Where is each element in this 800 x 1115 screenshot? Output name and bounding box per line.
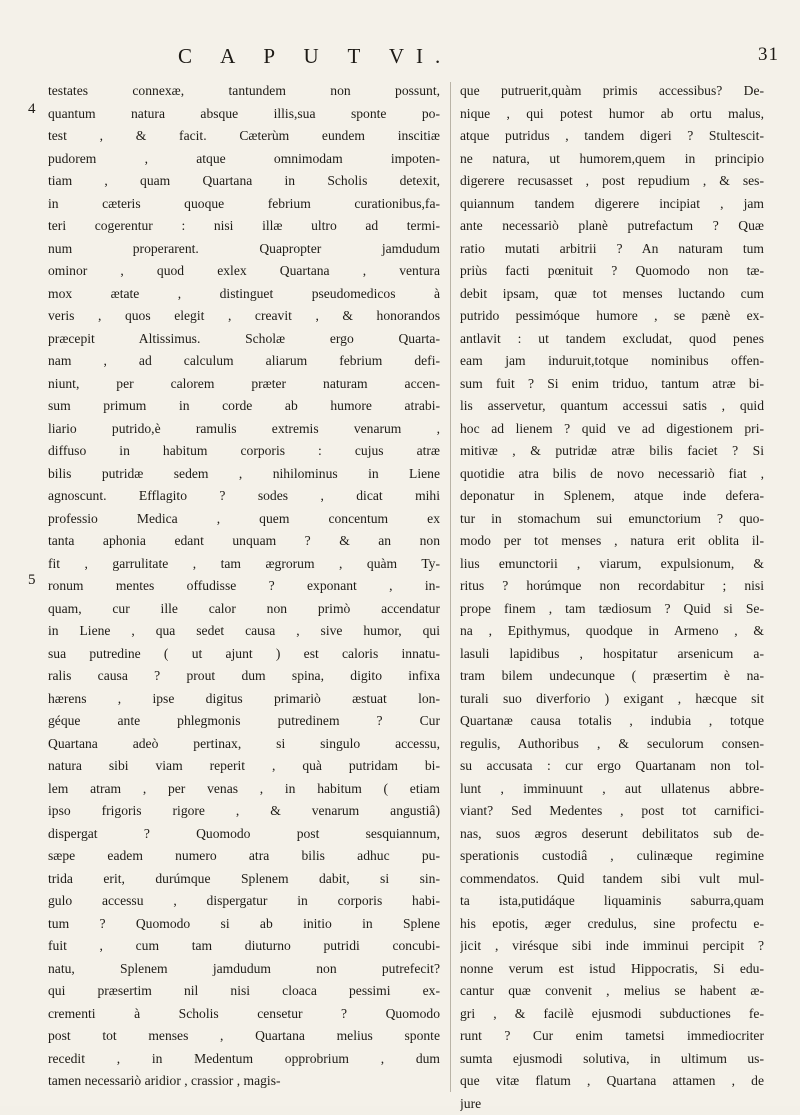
text-line: atque putridus , tandem digeri ? Stultescit- [460, 125, 764, 148]
text-line: ominor , quod exlex Quartana , ventura [48, 260, 440, 283]
text-line: hærens , ipse digitus primariò æstuat lon- [48, 688, 440, 711]
text-line: pudorem , atque omnimodam impoten- [48, 148, 440, 171]
text-line: runt ? Cur enim tametsi immediocriter [460, 1025, 764, 1048]
text-line: bilis putridæ sedem , nihilominus in Liene [48, 463, 440, 486]
text-line: priùs facti pœnituit ? Quomodo non tæ- [460, 260, 764, 283]
text-line: jicit , virésque sibi inde imminui percipit ? [460, 935, 764, 958]
text-line: in cæteris quoque febrium curationibus,fa- [48, 193, 440, 216]
page-number: 31 [758, 44, 779, 66]
text-line: post tot menses , Quartana melius sponte [48, 1025, 440, 1048]
text-line: nam , ad calculum aliarum febrium defi- [48, 350, 440, 373]
text-line: diffuso in habitum corporis : cujus atræ [48, 440, 440, 463]
text-line: nonne verum est istud Hippocratis, Si edu- [460, 958, 764, 981]
text-line: nique , qui potest humor ab ortu malus, [460, 103, 764, 126]
chapter-title: C A P U T VI. [178, 44, 452, 69]
text-line: mitivæ , & putridæ atræ bilis faciet ? Si [460, 440, 764, 463]
text-line: testates connexæ, tantundem non possunt, [48, 80, 440, 103]
text-line: quantum natura absque illis,sua sponte po- [48, 103, 440, 126]
text-line: his epotis, æger credulus, sine profectu e- [460, 913, 764, 936]
text-line: niunt, per calorem præter naturam accen- [48, 373, 440, 396]
text-line: ratio mutati arbitrii ? An naturam tum [460, 238, 764, 261]
text-line: sumta ejusmodi solutiva, in ultimum us- [460, 1048, 764, 1071]
text-line: que vitæ flatum , Quartana attamen , de [460, 1070, 764, 1093]
text-line: putrido pessimóque humore , se pænè ex- [460, 305, 764, 328]
left-text-column [48, 80, 440, 1093]
text-line: tamen necessariò aridior , crassior , magis- [48, 1070, 440, 1093]
text-line: commendatos. Quid tandem sibi vult mul- [460, 868, 764, 891]
text-line: sua putredine ( ut ajunt ) est caloris innatu- [48, 643, 440, 666]
text-line: gulo accessu , dispergatur in corporis habi- [48, 890, 440, 913]
text-line: ritus ? horúmque non recordabitur ; nisi [460, 575, 764, 598]
text-line: qui præsertim nil nisi cloaca pessimi ex- [48, 980, 440, 1003]
text-line: crementi à Scholis censetur ? Quomodo [48, 1003, 440, 1026]
text-line: in Liene , qua sedet causa , sive humor, qui [48, 620, 440, 643]
text-line: præcepit Altissimus. Scholæ ergo Quarta- [48, 328, 440, 351]
text-line: agnoscunt. Efflagito ? sodes , dicat mihi [48, 485, 440, 508]
column-divider [450, 82, 451, 1092]
text-line: ante necessariò planè putrefactum ? Quæ [460, 215, 764, 238]
right-text-column [460, 80, 764, 1115]
text-line: gri , & facilè ejusmodi subductiones fe- [460, 1003, 764, 1026]
text-line: lunt , imminuunt , aut ullatenus abbre- [460, 778, 764, 801]
text-line: tram bilem undecunque ( præsertim è na- [460, 665, 764, 688]
text-line: trida erit, durúmque Splenem dabit, si sin- [48, 868, 440, 891]
text-line: dispergat ? Quomodo post sesquiannum, [48, 823, 440, 846]
text-line: viant? Sed Medentes , post tot carnifici- [460, 800, 764, 823]
text-line: sperationis custodiâ , culinæque regimine [460, 845, 764, 868]
running-head [0, 44, 800, 74]
text-line: lem atram , per venas , in habitum ( etiam [48, 778, 440, 801]
text-line: quiannum tandem digerere incipiat , jam [460, 193, 764, 216]
text-line: modo per tot menses , natura erit oblita il- [460, 530, 764, 553]
text-line: test , & facit. Cæterùm eundem inscitiæ [48, 125, 440, 148]
text-line: ipso frigoris rigore , & venarum angustiâ) [48, 800, 440, 823]
text-line: quotidie atra bilis de novo necessariò fiat , [460, 463, 764, 486]
text-line: nas, suos ægros deserunt debilitatos sub de- [460, 823, 764, 846]
text-line: turali suo diverforio ) exigant , hæcque sit [460, 688, 764, 711]
text-line: ne natura, ut humorem,quem in principio [460, 148, 764, 171]
text-line: deponatur in Splenem, atque inde defera- [460, 485, 764, 508]
text-line: veris , quos elegit , creavit , & honorandos [48, 305, 440, 328]
text-line: num properarent. Quapropter jamdudum [48, 238, 440, 261]
text-line: na , Epithymus, quodque in Armeno , & [460, 620, 764, 643]
text-line: ta ista,putidáque liquaminis saburra,quam [460, 890, 764, 913]
text-line: debit ipsam, quæ tot menses luctando cum [460, 283, 764, 306]
text-line: antlavit : ut tandem excludat, quod penes [460, 328, 764, 351]
text-line: sum primum in corde ab humore atrabi- [48, 395, 440, 418]
text-line: lis asservetur, quantum accessui satis , quid [460, 395, 764, 418]
text-line: Quartana adeò pertinax, si singulo accessu, [48, 733, 440, 756]
text-line: liario putrido,è ramulis extremis venarum , [48, 418, 440, 441]
text-line: tum ? Quomodo si ab initio in Splene [48, 913, 440, 936]
text-line: tiam , quam Quartana in Scholis detexit, [48, 170, 440, 193]
text-line: natu, Splenem jamdudum non putrefecit? [48, 958, 440, 981]
text-line: jure [460, 1093, 764, 1115]
margin-number: 5 [28, 572, 36, 589]
text-line: cantur quæ convenit , melius se habent æ- [460, 980, 764, 1003]
text-line: professio Medica , quem concentum ex [48, 508, 440, 531]
text-line: Quartanæ causa totalis , indubia , totque [460, 710, 764, 733]
text-line: ronum mentes offudisse ? exponant , in- [48, 575, 440, 598]
text-line: que putruerit,quàm primis accessibus? De- [460, 80, 764, 103]
text-line: fuit , cum tam diuturno putridi concubi- [48, 935, 440, 958]
text-line: recedit , in Medentum opprobrium , dum [48, 1048, 440, 1071]
text-line: fit , garrulitate , tam ægrorum , quàm Ty- [48, 553, 440, 576]
text-line: hoc ad lienem ? quid ve ad digestionem pri- [460, 418, 764, 441]
text-line: su accusata : cur ergo Quartanam non tol- [460, 755, 764, 778]
text-line: eam jam induruit,totque nominibus offen- [460, 350, 764, 373]
text-line: prope finem , tam tædiosum ? Quid si Se- [460, 598, 764, 621]
text-line: sæpe eadem numero atra bilis adhuc pu- [48, 845, 440, 868]
text-line: lasuli lapidibus , hospitatur arsenicum a- [460, 643, 764, 666]
text-line: quam, cur ille calor non primò accendatur [48, 598, 440, 621]
text-line: lius emunctorii , viarum, expulsionum, & [460, 553, 764, 576]
text-line: sum fuit ? Si enim triduo, tantum atræ bi- [460, 373, 764, 396]
text-line: ralis causa ? prout dum spina, digito infixa [48, 665, 440, 688]
margin-number: 4 [28, 101, 36, 118]
text-line: teri cogerentur : nisi illæ ultro ad termi- [48, 215, 440, 238]
text-line: regulis, Authoribus , & seculorum consen- [460, 733, 764, 756]
text-line: digerere recusasset , post repudium , & ses- [460, 170, 764, 193]
text-line: tanta aphonia edant unquam ? & an non [48, 530, 440, 553]
text-line: mox ætate , distinguet pseudomedicos à [48, 283, 440, 306]
text-line: natura sibi viam reperit , quà putridam bi- [48, 755, 440, 778]
text-line: tur in stomachum sui emunctorium ? quo- [460, 508, 764, 531]
text-line: géque ante phlegmonis putredinem ? Cur [48, 710, 440, 733]
